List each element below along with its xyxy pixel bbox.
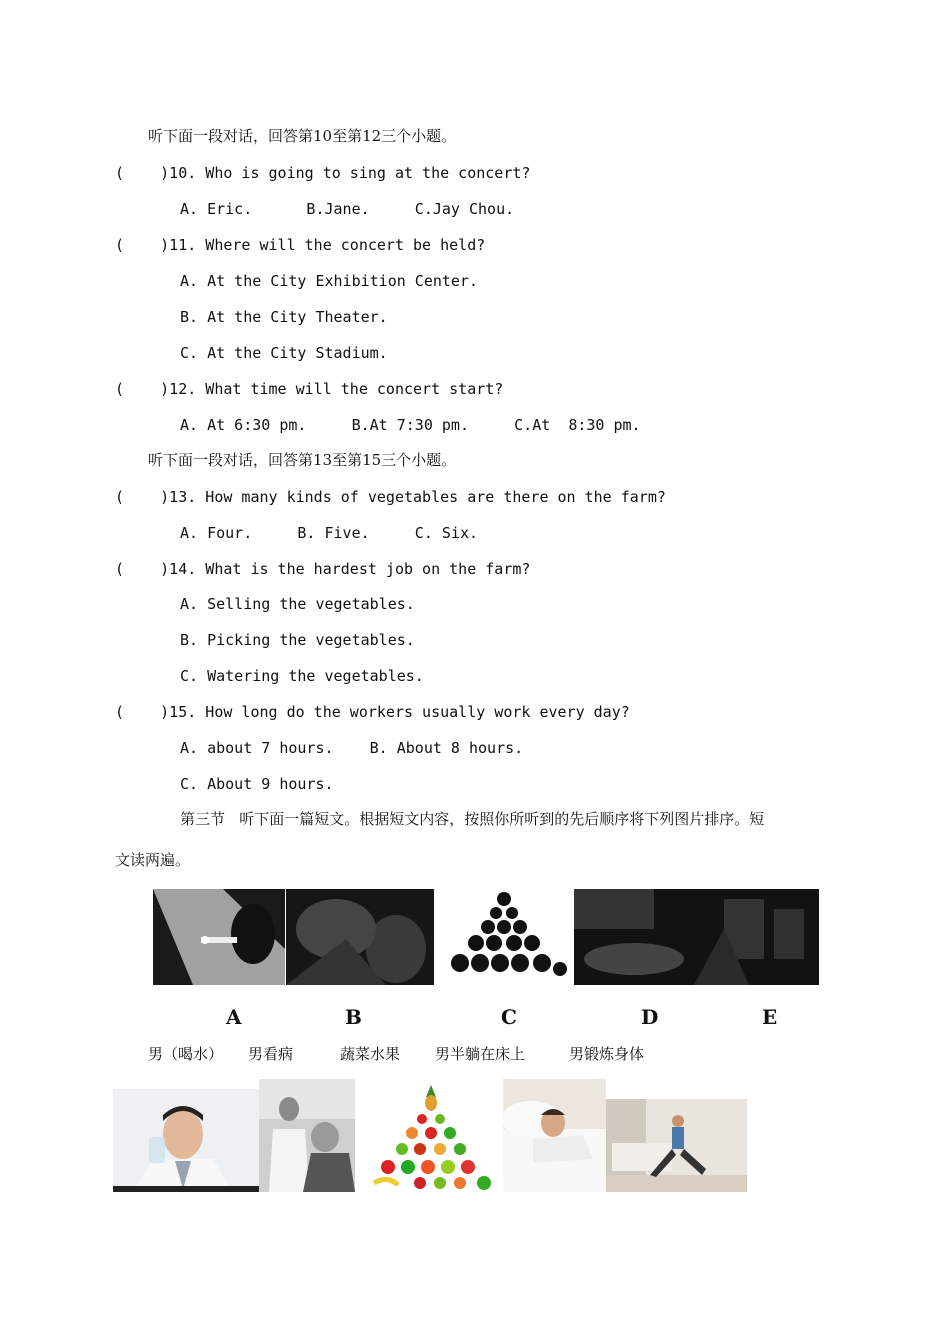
question-14-option-a: A. Selling the vegetables.	[180, 595, 415, 613]
caption-vegetables: 蔬菜水果	[340, 1045, 401, 1063]
photo-man-drinking	[113, 1089, 259, 1192]
part3-instruction-cont: 文读两遍。	[115, 851, 191, 869]
caption-doctor: 男看病	[248, 1045, 294, 1063]
question-12: ( )12. What time will the concert start?	[115, 380, 504, 398]
question-11-option-a: A. At the City Exhibition Center.	[180, 272, 479, 290]
picture-de-bed-exercise	[574, 889, 819, 985]
section-intro-10-12: 听下面一段对话，回答第10至第12三个小题。	[148, 127, 457, 145]
photo-doctor-visit	[259, 1079, 355, 1192]
caption-bed: 男半躺在床上	[435, 1045, 526, 1063]
picture-label-a: A	[226, 1005, 242, 1029]
picture-label-e: E	[762, 1005, 778, 1029]
photo-fruit-pyramid	[360, 1079, 502, 1192]
question-11: ( )11. Where will the concert be held?	[115, 236, 486, 254]
question-11-option-b: B. At the City Theater.	[180, 308, 388, 326]
question-13: ( )13. How many kinds of vegetables are there on the farm?	[115, 488, 666, 506]
question-15-option-c: C. About 9 hours.	[180, 775, 334, 793]
caption-drinking: 男（喝水）	[148, 1045, 224, 1063]
question-15-options-ab: A. about 7 hours. B. About 8 hours.	[180, 739, 524, 757]
picture-label-c: C	[501, 1005, 517, 1029]
photo-man-exercising	[606, 1099, 747, 1192]
question-10-options: A. Eric. B.Jane. C.Jay Chou.	[180, 200, 515, 218]
question-12-options: A. At 6:30 pm. B.At 7:30 pm. C.At 8:30 pm.	[180, 416, 641, 434]
question-14: ( )14. What is the hardest job on the farm?	[115, 560, 531, 578]
question-10: ( )10. Who is going to sing at the concert?	[115, 164, 531, 182]
question-14-option-b: B. Picking the vegetables.	[180, 631, 415, 649]
question-13-options: A. Four. B. Five. C. Six.	[180, 524, 479, 542]
picture-a-drinking	[153, 889, 285, 985]
picture-b-doctor	[286, 889, 434, 985]
photo-man-in-bed	[503, 1079, 606, 1192]
question-11-option-c: C. At the City Stadium.	[180, 344, 388, 362]
picture-label-b: B	[345, 1005, 362, 1029]
question-14-option-c: C. Watering the vegetables.	[180, 667, 424, 685]
section-intro-13-15: 听下面一段对话，回答第13至第15三个小题。	[148, 451, 457, 469]
question-15: ( )15. How long do the workers usually work every day?	[115, 703, 630, 721]
picture-c-food-pyramid	[434, 889, 574, 985]
part3-instruction: 第三节 听下面一篇短文。根据短文内容，按照你所听到的先后顺序将下列图片排序。短	[180, 810, 765, 828]
picture-label-d: D	[641, 1005, 659, 1029]
caption-exercise: 男锻炼身体	[569, 1045, 645, 1063]
